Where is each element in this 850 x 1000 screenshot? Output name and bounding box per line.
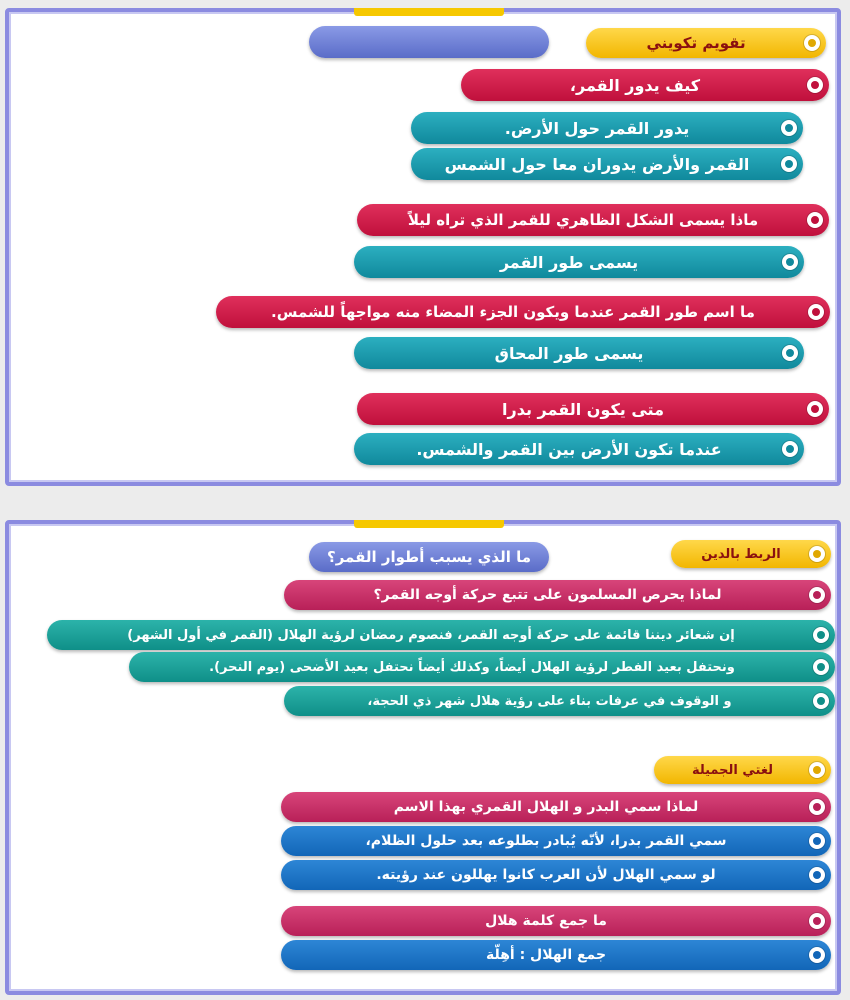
answer-text: جمع الهلال : أهِلّة bbox=[485, 947, 607, 963]
answer-pill bbox=[411, 112, 803, 144]
panel-top-tab bbox=[354, 8, 504, 16]
header-label-text: الربط بالدين bbox=[701, 546, 781, 562]
bullet-icon bbox=[813, 693, 829, 709]
bullet-icon bbox=[809, 587, 825, 603]
bullet-icon bbox=[809, 867, 825, 883]
answer-text: يسمى طور القمر bbox=[499, 252, 639, 272]
answer-text: ونحتفل بعيد الفطر لرؤية الهلال أيضاً، وكذلك أيضاً نحتفل بعيد الأضحى (يوم النحر). bbox=[209, 659, 735, 675]
bullet-icon bbox=[809, 799, 825, 815]
formative-assessment-panel bbox=[5, 8, 841, 486]
bullet-icon bbox=[807, 401, 823, 417]
panel-title-box bbox=[309, 26, 549, 58]
question-pill bbox=[281, 792, 831, 822]
bullet-icon bbox=[808, 304, 824, 320]
bullet-icon bbox=[813, 627, 829, 643]
question-text: ماذا يسمى الشكل الظاهري للقمر الذي تراه ليلاً bbox=[407, 211, 759, 229]
answer-text: لو سمي الهلال لأن العرب كانوا يهللون عند رؤيته. bbox=[376, 867, 716, 883]
bullet-icon bbox=[809, 833, 825, 849]
answer-pill bbox=[47, 620, 835, 650]
question-pill bbox=[461, 69, 829, 101]
answer-text: يدور القمر حول الأرض. bbox=[504, 118, 690, 138]
answer-text: يسمى طور المحاق bbox=[494, 343, 644, 363]
answer-text: القمر والأرض يدوران معا حول الشمس bbox=[444, 154, 750, 174]
bullet-icon bbox=[781, 120, 797, 136]
bullet-icon bbox=[813, 659, 829, 675]
answer-pill bbox=[354, 246, 804, 278]
header-label-text: تقويم تكويني bbox=[646, 34, 746, 52]
panel-title-text: ما الذي يسبب أطوار القمر؟ bbox=[327, 548, 532, 566]
question-pill bbox=[357, 204, 829, 236]
answer-pill bbox=[354, 433, 804, 465]
bullet-icon bbox=[782, 441, 798, 457]
religion-language-panel bbox=[5, 520, 841, 995]
answer-pill bbox=[284, 686, 835, 716]
answer-pill bbox=[411, 148, 803, 180]
question-text: متى يكون القمر بدرا bbox=[502, 399, 664, 419]
bullet-icon bbox=[809, 913, 825, 929]
bullet-icon bbox=[782, 345, 798, 361]
header-label-formative-assessment bbox=[586, 28, 826, 58]
question-text: لماذا سمي البدر و الهلال القمري بهذا الاسم bbox=[393, 799, 699, 815]
question-text: ما جمع كلمة هلال bbox=[485, 913, 607, 929]
bullet-icon bbox=[809, 762, 825, 778]
header-label-text: لغتي الجميلة bbox=[691, 762, 774, 778]
bullet-icon bbox=[804, 35, 820, 51]
question-pill bbox=[284, 580, 831, 610]
answer-pill bbox=[281, 940, 831, 970]
bullet-icon bbox=[781, 156, 797, 172]
bullet-icon bbox=[809, 947, 825, 963]
question-pill bbox=[281, 906, 831, 936]
answer-text: إن شعائر ديننا قائمة على حركة أوجه القمر، فنصوم رمضان لرؤية الهلال (القمر في أول الشهر) bbox=[127, 627, 735, 643]
answer-pill bbox=[354, 337, 804, 369]
panel-title-box bbox=[309, 542, 549, 572]
answer-text: سمي القمر بدرا، لأنّه يُبادر بطلوعه بعد حلول الظلام، bbox=[365, 833, 727, 849]
question-pill bbox=[357, 393, 829, 425]
answer-pill bbox=[129, 652, 835, 682]
answer-text: عندما تكون الأرض بين القمر والشمس. bbox=[416, 439, 722, 459]
bullet-icon bbox=[807, 77, 823, 93]
question-text: كيف يدور القمر، bbox=[569, 75, 701, 95]
bullet-icon bbox=[807, 212, 823, 228]
header-label-religion-link bbox=[671, 540, 831, 568]
bullet-icon bbox=[809, 546, 825, 562]
answer-pill bbox=[281, 860, 831, 890]
question-text: ما اسم طور القمر عندما ويكون الجزء المضاء منه مواجهاً للشمس. bbox=[271, 303, 755, 321]
bullet-icon bbox=[782, 254, 798, 270]
header-label-my-beautiful-language bbox=[654, 756, 831, 784]
question-pill bbox=[216, 296, 830, 328]
answer-pill bbox=[281, 826, 831, 856]
question-text: لماذا يحرص المسلمون على تتبع حركة أوجه القمر؟ bbox=[373, 587, 722, 603]
answer-text: و الوقوف في عرفات بناء على رؤية هلال شهر ذي الحجة، bbox=[367, 693, 732, 709]
panel-top-tab bbox=[354, 520, 504, 528]
